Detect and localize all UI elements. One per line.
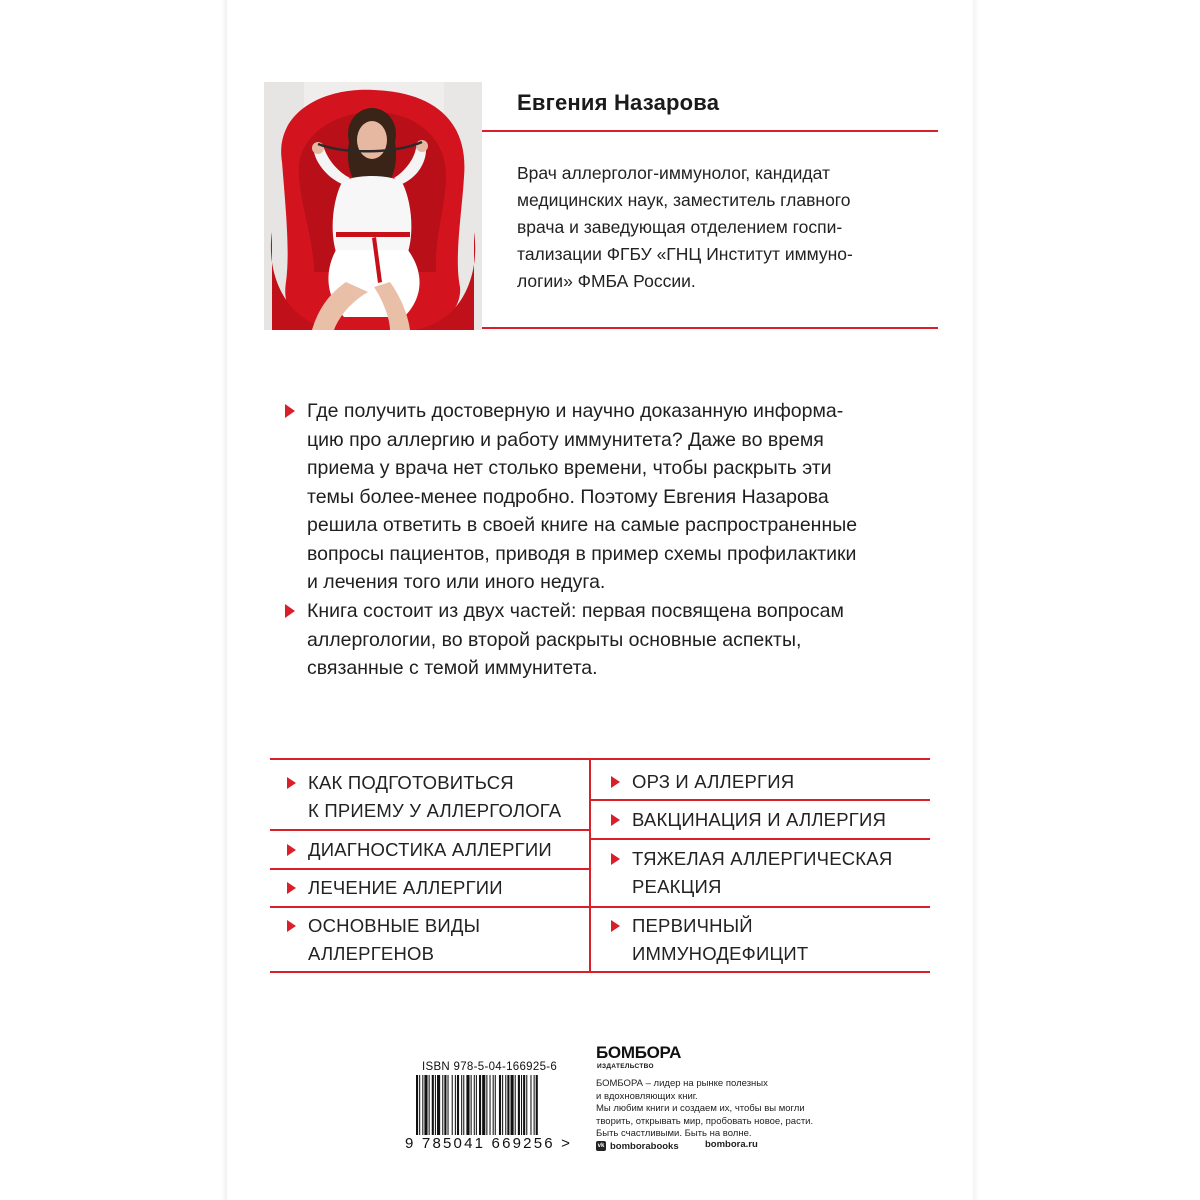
triangle-bullet-icon [285,604,295,618]
barcode-digits [405,1135,585,1152]
description-line: связанные с темой иммунитета. [307,657,598,679]
topic-line: ОРЗ И АЛЛЕРГИЯ [632,771,795,792]
bio-line: тализации ФГБУ «ГНЦ Институт иммуно- [517,244,853,264]
topic-line: ВАКЦИНАЦИЯ И АЛЛЕРГИЯ [632,809,887,830]
topic-line: ЛЕЧЕНИЕ АЛЛЕРГИИ [308,877,503,898]
description-line: решила ответить в своей книге на самые распространенные [307,514,858,536]
triangle-bullet-icon [287,882,296,894]
bio-line: медицинских наук, заместитель главного [517,190,851,210]
publisher-blurb-line: творить, открывать мир, пробовать новое, расти. [596,1115,814,1127]
topics-rule-top [270,758,930,760]
topic-item [611,845,892,901]
triangle-bullet-icon [611,920,620,932]
description-line: и лечения того или иного недуга. [307,571,606,593]
triangle-bullet-icon [285,404,295,418]
topic-line: ИММУНОДЕФИЦИТ [632,943,809,964]
vk-icon: vk [597,1143,605,1149]
topics-column-divider [589,758,591,973]
publisher-social-handle: bomborabooks [610,1140,679,1152]
description-paragraph-2 [285,597,945,683]
description-line: Где получить достоверную и научно доказанную информа- [307,400,844,422]
author-bio [517,160,917,295]
author-portrait-photo [264,82,482,330]
publisher-site: bombora.ru [705,1139,758,1150]
topic-line: К ПРИЕМУ У АЛЛЕРГОЛОГА [308,800,562,821]
topics-rule [270,829,590,831]
topic-item [611,806,886,834]
publisher-blurb-line: и вдохновляющих книг. [596,1090,698,1102]
publisher-blurb-line: Мы любим книги и создаем их, чтобы вы могли [596,1103,805,1114]
description-line: Книга состоит из двух частей: первая посвящена вопросам [307,600,844,622]
bio-line: логии» ФМБА России. [517,271,696,291]
description-line: цию про аллергию и работу иммунитета? Даже во время [307,428,824,451]
description-line: вопросы пациентов, приводя в пример схемы профилактики [307,542,857,565]
publisher-blurb-line: Быть счастливыми. Быть на волне. [596,1128,752,1139]
bio-line: врача и заведующая отделением госпи- [517,217,843,237]
publisher-sublogo: ИЗДАТЕЛЬСТВО [597,1063,654,1070]
topic-item [287,836,552,864]
topic-item [287,769,561,825]
topics-rule [270,906,590,908]
description-line: темы более-менее подробно. Поэтому Евгения Назарова [307,485,829,508]
isbn-label: ISBN 978-5-04-166925-6 [422,1061,558,1073]
author-bio-divider [482,327,938,329]
triangle-bullet-icon [611,776,620,788]
topic-line: ПЕРВИЧНЫЙ [632,915,753,936]
description-paragraph-1 [285,397,945,597]
publisher-logo: БОМБОРА [596,1043,682,1062]
topic-line: ТЯЖЕЛАЯ АЛЛЕРГИЧЕСКАЯ [632,848,893,869]
barcode-digits-text: 9 785041 669256 > [405,1135,573,1152]
topics-rule [270,868,590,870]
triangle-bullet-icon [611,814,620,826]
author-name-divider [482,130,938,132]
bio-line: Врач аллерголог-иммунолог, кандидат [517,163,830,183]
topic-item [611,912,808,968]
description-line: приема у врача нет столько времени, чтобы раскрыть эти [307,457,832,479]
author-name: Евгения Назарова [517,90,720,115]
topics-rule [590,906,930,908]
topic-line: АЛЛЕРГЕНОВ [308,943,435,964]
topic-line: КАК ПОДГОТОВИТЬСЯ [308,772,514,793]
topic-item [287,912,480,968]
triangle-bullet-icon [611,853,620,865]
topic-line: ОСНОВНЫЕ ВИДЫ [308,915,481,936]
topic-item [611,768,794,796]
description-line: аллергологии, во второй раскрыты основные аспекты, [307,628,802,651]
topics-rule-bottom [270,971,930,973]
page-edge-right [973,0,979,1200]
publisher-blurb-line: БОМБОРА – лидер на рынке полезных [596,1078,768,1089]
triangle-bullet-icon [287,920,296,932]
topics-rule [590,799,930,801]
publisher-blurb [596,1078,836,1141]
topics-rule [590,838,930,840]
publisher-social [596,1139,679,1153]
triangle-bullet-icon [287,844,296,856]
topic-line: ДИАГНОСТИКА АЛЛЕРГИИ [308,839,552,860]
author-photo [264,82,482,330]
topic-line: РЕАКЦИЯ [632,876,722,897]
triangle-bullet-icon [287,777,296,789]
topic-item [287,874,503,902]
